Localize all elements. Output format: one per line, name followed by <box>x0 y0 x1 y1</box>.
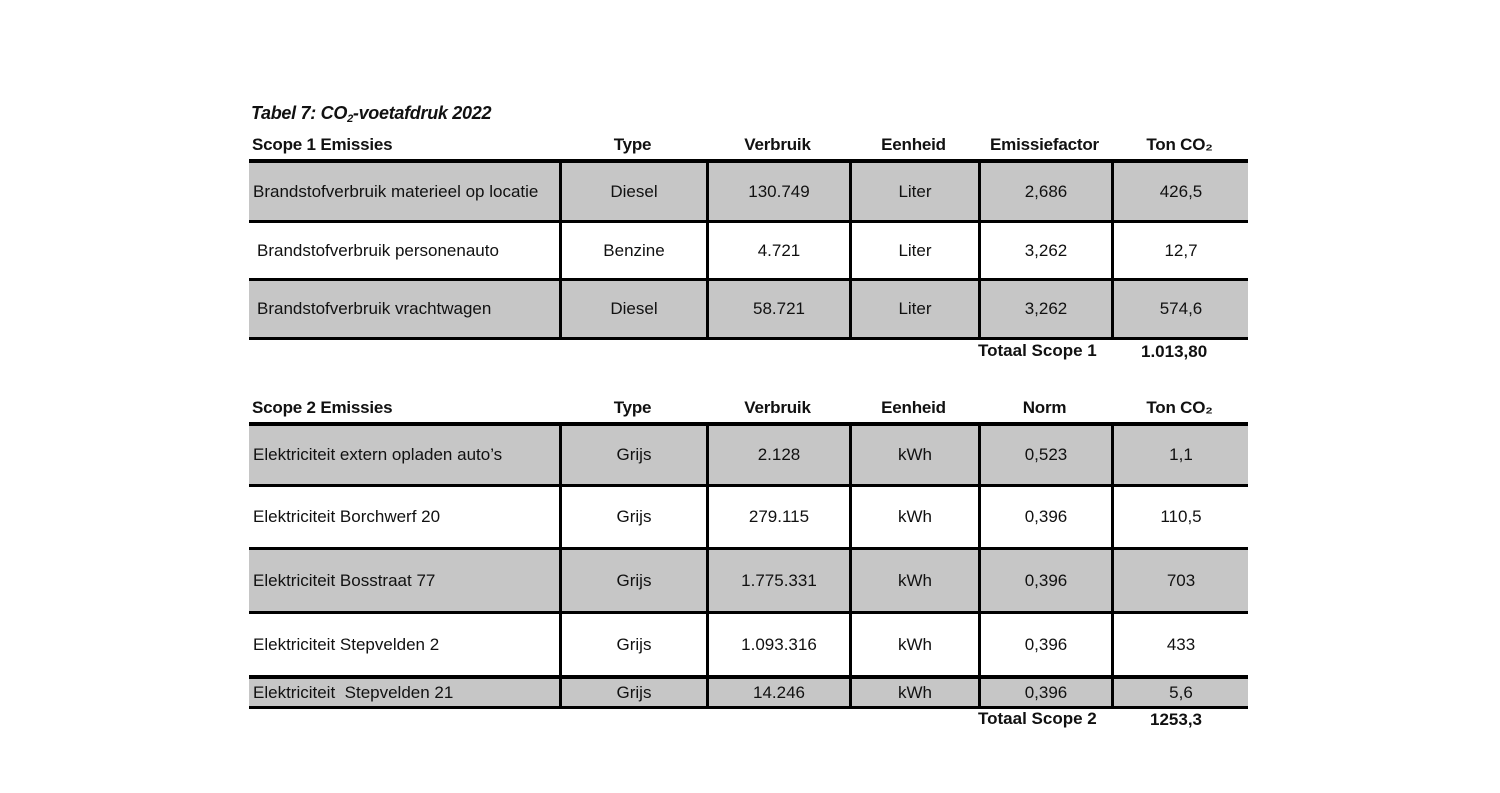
table-row <box>249 223 1248 281</box>
cell-name: Elektriciteit Bosstraat 77 <box>253 570 436 590</box>
header-type: Type <box>613 135 652 154</box>
cell-name: Elektriciteit extern opladen auto’s <box>253 445 503 464</box>
scope2-total-label: Totaal Scope 2 <box>978 709 1097 728</box>
table-caption <box>251 103 491 125</box>
cell-ton: 433 <box>1111 614 1248 675</box>
cell-factor: 0,396 <box>978 487 1111 547</box>
header-scope1-emissies: Scope 1 Emissies <box>252 135 393 154</box>
cell-ton: 110,5 <box>1111 487 1248 547</box>
table-row <box>249 678 1248 709</box>
table-row <box>249 426 1248 487</box>
cell-ton: 574,6 <box>1111 281 1248 337</box>
cell-eenheid: Liter <box>849 281 978 337</box>
cell-ton: 426,5 <box>1111 163 1248 220</box>
header-norm: Norm <box>1022 398 1067 417</box>
cell-name: Brandstofverbruik materieel op locatie <box>253 181 539 201</box>
cell-factor: 0,396 <box>978 614 1111 675</box>
cell-verbruik: 58.721 <box>706 281 849 337</box>
table-row <box>249 163 1248 223</box>
cell-type: Grijs <box>559 550 706 611</box>
table-row <box>249 281 1248 340</box>
cell-verbruik: 4.721 <box>706 223 849 278</box>
cell-verbruik: 2.128 <box>706 426 849 484</box>
caption-suffix: -voetafdruk 2022 <box>352 103 492 123</box>
cell-eenheid: kWh <box>849 614 978 675</box>
cell-eenheid: kWh <box>849 550 978 611</box>
cell-factor: 3,262 <box>978 281 1111 337</box>
cell-ton: 12,7 <box>1111 223 1248 278</box>
cell-type: Grijs <box>559 426 706 484</box>
caption-subscript: 2 <box>347 113 353 125</box>
scope1-header-row <box>249 135 1248 159</box>
table-row <box>249 487 1248 550</box>
scope2-table <box>249 398 1248 709</box>
cell-factor: 0,396 <box>978 679 1111 706</box>
cell-eenheid: kWh <box>849 426 978 484</box>
scope2-total-value: 1253,3 <box>1150 710 1202 729</box>
header-verbruik: Verbruik <box>744 135 811 154</box>
cell-factor: 3,262 <box>978 223 1111 278</box>
cell-factor: 2,686 <box>978 163 1111 220</box>
header-type: Type <box>613 398 652 417</box>
cell-type: Diesel <box>559 163 706 220</box>
cell-ton: 1,1 <box>1111 426 1248 484</box>
cell-ton: 703 <box>1111 550 1248 611</box>
cell-eenheid: kWh <box>849 487 978 547</box>
cell-factor: 0,396 <box>978 550 1111 611</box>
header-emissiefactor: Emissiefactor <box>990 135 1099 154</box>
cell-name: Elektriciteit Stepvelden 21 <box>253 682 454 702</box>
table-row <box>249 550 1248 614</box>
cell-factor: 0,523 <box>978 426 1111 484</box>
cell-eenheid: Liter <box>849 223 978 278</box>
scope1-table <box>249 135 1248 340</box>
cell-type: Benzine <box>559 223 706 278</box>
cell-name: Elektriciteit Stepvelden 2 <box>253 634 440 654</box>
cell-verbruik: 130.749 <box>706 163 849 220</box>
scope1-body <box>249 159 1248 340</box>
scope1-total-value: 1.013,80 <box>1141 342 1208 361</box>
cell-name: Brandstofverbruik vrachtwagen <box>257 299 492 318</box>
cell-name: Elektriciteit Borchwerf 20 <box>253 507 441 526</box>
cell-eenheid: Liter <box>849 163 978 220</box>
cell-ton: 5,6 <box>1111 679 1248 706</box>
table-row <box>249 614 1248 678</box>
header-eenheid: Eenheid <box>881 135 946 154</box>
scope2-body <box>249 422 1248 709</box>
cell-type: Diesel <box>559 281 706 337</box>
cell-type: Grijs <box>559 614 706 675</box>
header-ton-co2: Ton CO₂ <box>1146 398 1213 417</box>
cell-eenheid: kWh <box>849 679 978 706</box>
cell-type: Grijs <box>559 487 706 547</box>
cell-verbruik: 279.115 <box>706 487 849 547</box>
cell-verbruik: 1.775.331 <box>706 550 849 611</box>
cell-type: Grijs <box>559 679 706 706</box>
header-verbruik: Verbruik <box>744 398 811 417</box>
header-ton-co2: Ton CO₂ <box>1146 135 1213 154</box>
scope1-total-label: Totaal Scope 1 <box>978 341 1097 360</box>
cell-verbruik: 14.246 <box>706 679 849 706</box>
cell-verbruik: 1.093.316 <box>706 614 849 675</box>
caption-prefix: Tabel 7: CO <box>251 103 348 123</box>
header-scope2-emissies: Scope 2 Emissies <box>252 398 393 417</box>
cell-name: Brandstofverbruik personenauto <box>257 240 499 260</box>
header-eenheid: Eenheid <box>881 398 946 417</box>
scope2-header-row <box>249 398 1248 422</box>
